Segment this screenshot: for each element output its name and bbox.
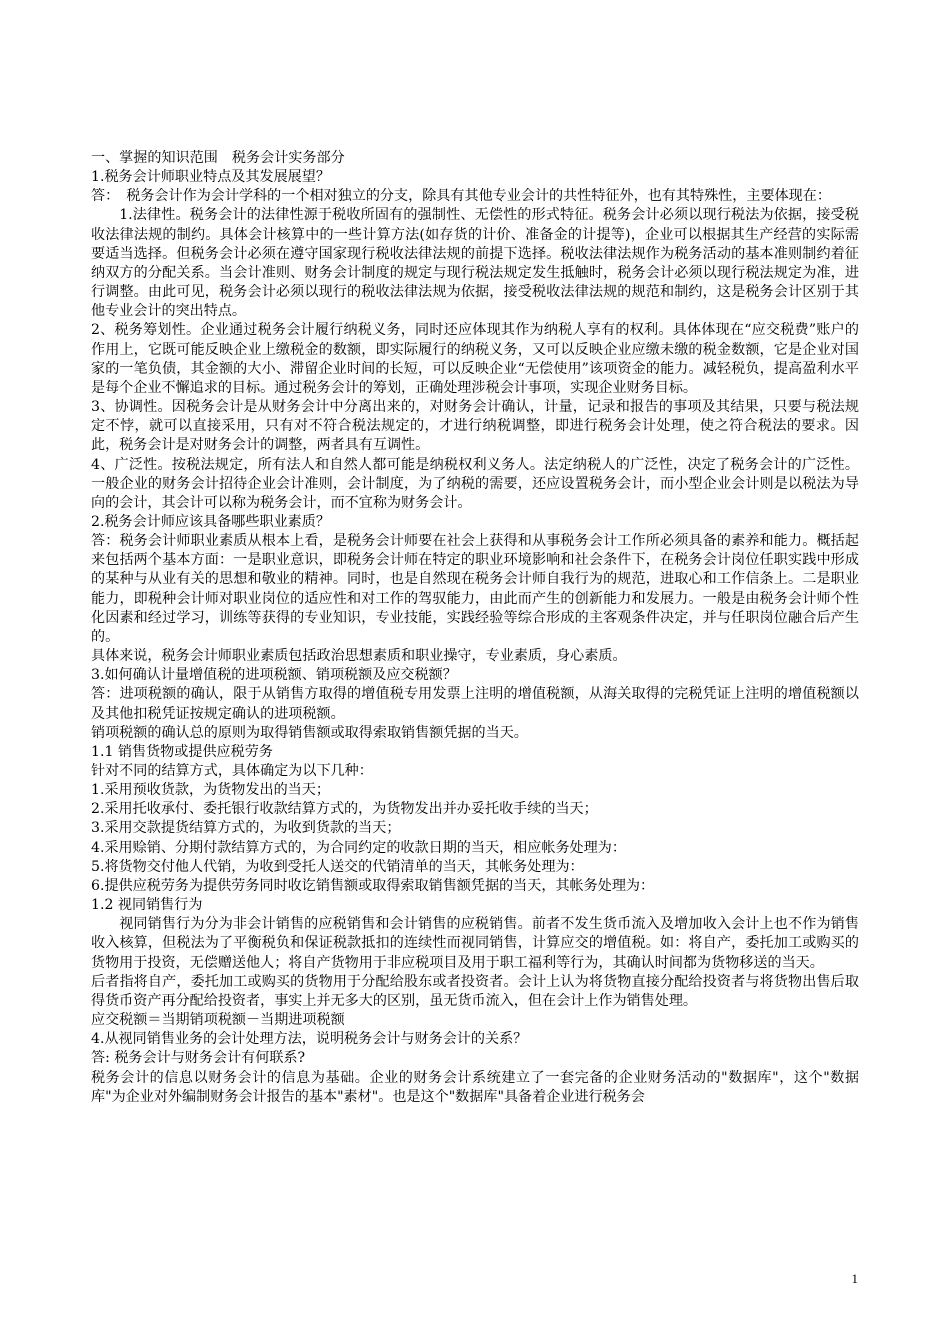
paragraph-section-heading: 一、掌握的知识范围 税务会计实务部分 [91,150,345,166]
list-item-settlement-5: 5.将货物交付他人代销，为收到受托人送交的代销清单的当天，其帐务处理为： [91,858,584,875]
paragraph-settlement-intro: 针对不同的结算方式，具体确定为以下几种： [91,763,373,779]
paragraph-question-3: 3.如何确认计量增值税的进项税额、销项税额及应交税额？ [91,667,457,684]
paragraph-legal-nature: 1.法律性。税务会计的法律性源于税收所固有的强制性、无偿性的形式特征。税务会计必须以现行税法为依据，接受税收法律法规的制约。具体会计核算中的一些计算方法(如存货的计价、准备金的计提等)，企业可以根据其生产经营的实际需要适当选择。但税务会计必须在遵守国家现行税收法律法规的前提下选择。税收法律法规作为税务活动的基本准则制约着征纳双方的分配关系。当会计准则、财务会计制度的规定与现行税法规定发生抵触时，税务会计必须以现行税法规定为准，进行调整。由此可见，税务会计必须以现行的税收法律法规为依据，接受税收法律法规的规范和制约，这是税务会计区别于其他专业会计的突出特点。 [91,207,859,320]
paragraph-deemed-sales: 视同销售行为分为非会计销售的应税销售和会计销售的应税销售。前者不发生货币流入及增加收入会计上也不作为销售收入核算，但税法为了平衡税负和保证税款抵扣的连续性而视同销售，计算应交的增值税。如：将自产，委托加工或购买的货物用于投资，无偿赠送他人；将自产货物用于非应税项目及用于职工福利等行为，其确认时间都为货物移送的当天。 [91,916,859,971]
paragraph-coordination: 3、协调性。因税务会计是从财务会计中分离出来的，对财务会计确认，计量，记录和报告的事项及其结果，只要与税法规定不悖，就可以直接采用，只有对不符合税法规定的，才进行纳税调整，即进行税务会计处理，使之符合税法的要求。因此，税务会计是对财务会计的调整，两者具有互调性。 [91,399,859,454]
paragraph-answer-2-summary: 具体来说，税务会计师职业素质包括政治思想素质和职业操守，专业素质，身心素质。 [91,648,627,665]
paragraph-question-1: 1.税务会计师职业特点及其发展展望？ [91,169,330,186]
paragraph-input-tax: 答：进项税额的确认，限于从销售方取得的增值税专用发票上注明的增值税额，从海关取得的完税凭证上注明的增值税额以及其他扣税凭证按规定确认的进项税额。 [91,686,859,722]
list-item-settlement-3: 3.采用交款提货结算方式的，为收到货款的当天； [91,820,401,837]
paragraph-deemed-sales-latter: 后者指将自产，委托加工或购买的货物用于分配给股东或者投资者。会计上认为将货物直接分配给投资者与将货物出售后取得货币资产再分配给投资者，事实上并无多大的区别，虽无货币流入，但在会计上作为销售处理。 [91,973,859,1009]
list-item-settlement-6: 6.提供应税劳务为提供劳务同时收讫销售额或取得索取销售额凭据的当天，其帐务处理为： [91,877,655,894]
paragraph-question-4: 4.从视同销售业务的会计处理方法，说明税务会计与财务会计的关系？ [91,1031,528,1048]
paragraph-answer-2: 答：税务会计师职业素质从根本上看，是税务会计师要在社会上获得和从事税务会计工作所必须具备的素养和能力。概括起来包括两个基本方面：一是职业意识，即税务会计师在特定的职业环境影响和社会条件下，在税务会计岗位任职实践中形成的某种与从业有关的思想和敬业的精神。同时，也是自然现在税务会计师自我行为的规范，进取心和工作信条上。二是职业能力，即税种会计师对职业岗位的适应性和对工作的驾驭能力，由此而产生的创新能力和发展力。一般是由税务会计师个性化因素和经过学习，训练等获得的专业知识，专业技能，实践经验等综合形成的主客观条件决定，并与任职岗位融合后产生的。 [91,533,859,645]
paragraph-answer-1-intro: 答： 税务会计作为会计学科的一个相对独立的分支，除具有其他专业会计的共性特征外，也有其特殊性，主要体现在： [91,188,831,205]
paragraph-universality: 4、广泛性。按税法规定，所有法人和自然人都可能是纳税权利义务人。法定纳税人的广泛性，决定了税务会计的广泛性。一般企业的财务会计招待企业会计准则，会计制度，为了纳税的需要，还应设置税务会计，而小型企业会计则是以税法为导向的会计，其会计可以称为税务会计，而不宜称为财务会计。 [91,456,859,511]
paragraph-subheading-1-2: 1.2 视同销售行为 [91,897,203,914]
paragraph-answer-4-heading: 答: 税务会计与财务会计有何联系? [91,1050,306,1067]
paragraph-tax-formula: 应交税额＝当期销项税额－当期进项税额 [91,1012,345,1029]
page-number: 1 [851,1271,858,1286]
paragraph-subheading-1-1: 1.1 销售货物或提供应税劳务 [91,743,273,760]
list-item-settlement-1: 1.采用预收货款，为货物发出的当天； [91,782,330,799]
paragraph-answer-4-body: 税务会计的信息以财务会计的信息为基础。企业的财务会计系统建立了一套完备的企业财务活动的"数据库"，这个"数据库"为企业对外编制财务会计报告的基本"素材"。也是这个"数据库"具备着企业进行税务会 [91,1069,859,1105]
list-item-settlement-2: 2.采用托收承付、委托银行收款结算方式的，为货物发出并办妥托收手续的当天； [91,801,598,818]
paragraph-question-2: 2.税务会计师应该具备哪些职业素质？ [91,513,330,530]
paragraph-output-tax-principle: 销项税额的确认总的原则为取得销售额或取得索取销售额凭据的当天。 [91,724,528,741]
list-item-settlement-4: 4.采用赊销、分期付款结算方式的，为合同约定的收款日期的当天，相应帐务处理为： [91,839,626,856]
document-body [91,149,859,1107]
paragraph-tax-planning: 2、税务筹划性。企业通过税务会计履行纳税义务，同时还应体现其作为纳税人享有的权利。具体体现在“应交税费”账户的作用上，它既可能反映企业上缴税金的数额，即实际履行的纳税义务，又可以反映企业应缴未缴的税金数额，它是企业对国家的一笔负债，其金额的大小、滞留企业时间的长短，可以反映企业“无偿使用”该项资金的能力。减轻税负，提高盈利水平是每个企业不懈追求的目标。通过税务会计的筹划，正确处理涉税会计事项，实现企业财务目标。 [91,322,859,396]
